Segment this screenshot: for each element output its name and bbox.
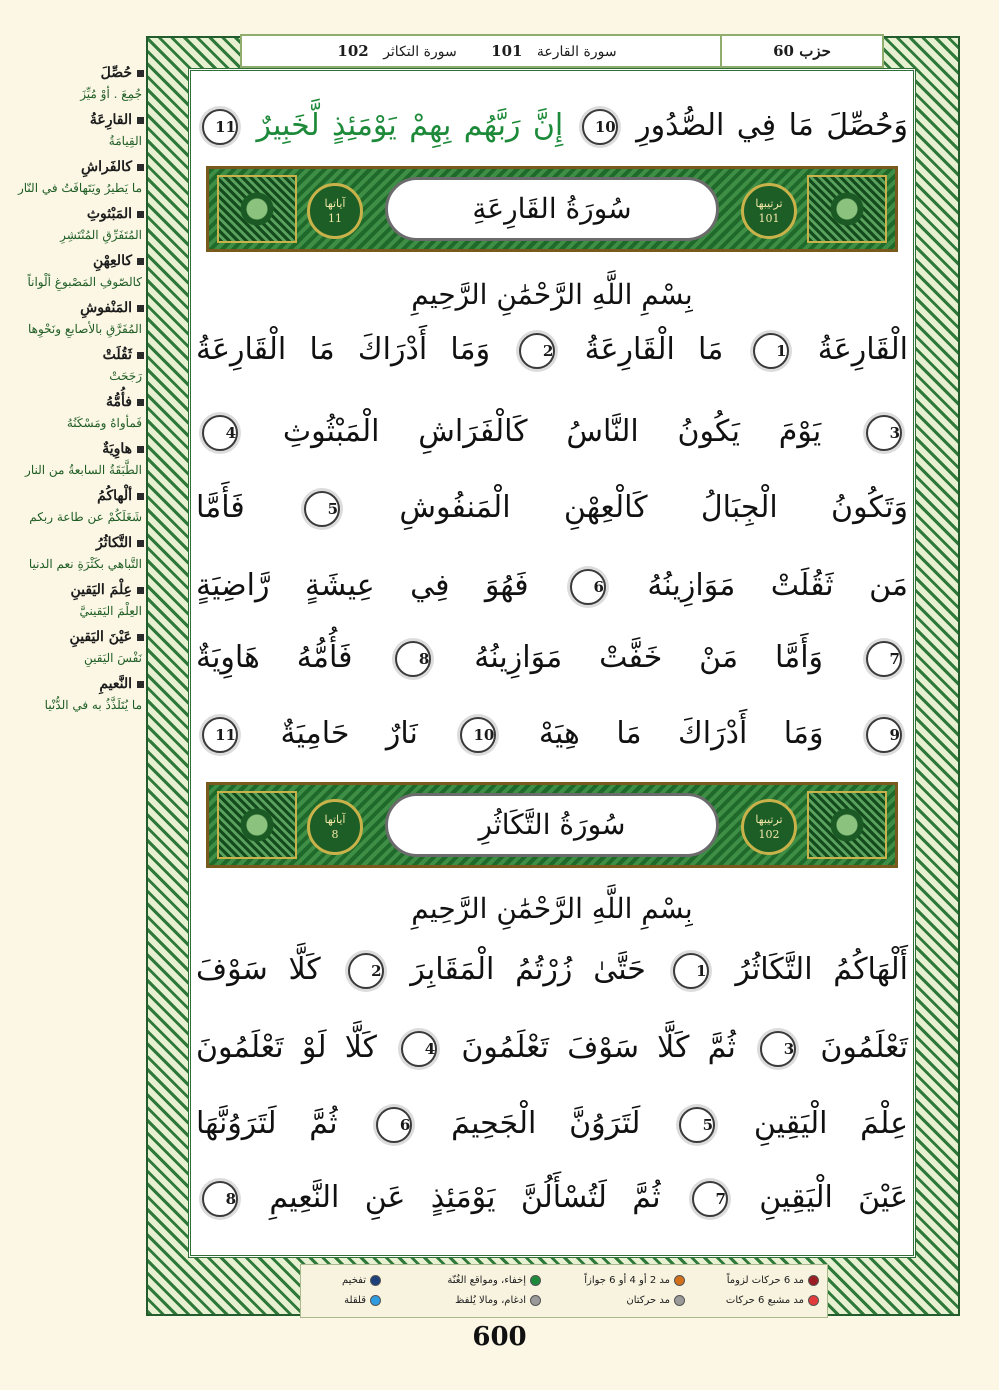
verse-text: كَلَّا سَوْفَ xyxy=(196,952,321,987)
ayah-number-marker: 6 xyxy=(376,1107,412,1143)
verse-text: ثُمَّ لَتُسْأَلُنَّ يَوْمَئِذٍ عَنِ النَّعِيمِ xyxy=(269,1180,661,1215)
ayah-number-marker: 8 xyxy=(395,641,431,677)
square-bullet-icon xyxy=(137,493,144,500)
legend-column-4 xyxy=(342,1271,381,1311)
glossary-meaning: المُفَرَّقِ بالأصابعِ ونَحْوِها xyxy=(27,322,142,336)
ayah-number-marker: 1 xyxy=(673,953,709,989)
glossary-word xyxy=(6,626,144,648)
ayah-number-marker: 2 xyxy=(348,953,384,989)
legend-item xyxy=(584,1291,685,1311)
page-header xyxy=(240,34,884,68)
legend-column-3 xyxy=(447,1271,541,1311)
ayat-label: آياتها xyxy=(324,197,346,210)
square-bullet-icon xyxy=(137,399,144,406)
verse-text: مَن ثَقُلَتْ مَوَازِينُهُ xyxy=(647,568,908,603)
glossary-meaning: الطَّبَقَةُ السابعةُ من النار xyxy=(25,463,142,477)
square-bullet-icon xyxy=(137,540,144,547)
square-bullet-icon xyxy=(137,70,144,77)
glossary-meaning: التَّباهي بكَثْرَةِ نعم الدنيا xyxy=(28,557,142,571)
light-blue-dot-icon xyxy=(370,1295,381,1306)
glossary-word xyxy=(6,391,144,413)
legend-label: مد 6 حركات لزوماً xyxy=(726,1275,804,1286)
ayah-number-marker: 6 xyxy=(570,569,606,605)
verse-text: أَلْهَاكُمُ التَّكَاثُرُ xyxy=(735,952,909,987)
order-medallion xyxy=(741,799,797,855)
verse-text: إِنَّ رَبَّهُم بِهِمْ يَوْمَئِذٍ لَّخَبِيرٌ xyxy=(256,108,564,143)
legend-label: إخفاء، ومواقع الغُنّة xyxy=(447,1275,526,1286)
square-bullet-icon xyxy=(137,211,144,218)
verse-line-11 xyxy=(196,1180,908,1217)
glossary-word-text: ألْهاكُمُ xyxy=(97,488,132,504)
glossary-entry xyxy=(6,250,144,293)
glossary-meaning: رَجَحَتْ xyxy=(109,369,142,383)
legend-label: تفخيم xyxy=(342,1275,366,1286)
glossary-meaning: ما يَطيرُ ويَتَهافَتُ في النّار xyxy=(17,181,142,195)
arabesque-ornament xyxy=(807,175,887,243)
verse-line-10 xyxy=(196,1106,908,1143)
surah-title: سُورَةُ القَارِعَةِ xyxy=(385,177,719,241)
glossary-entry xyxy=(6,344,144,387)
glossary-word xyxy=(6,438,144,460)
verse-text: حَتَّىٰ زُرْتُمُ الْمَقَابِرَ xyxy=(410,952,646,987)
verse-line-6 xyxy=(196,640,908,677)
page-number: 600 xyxy=(472,1322,527,1352)
verse-line-2 xyxy=(196,332,908,369)
glossary-word xyxy=(6,485,144,507)
ayah-number-marker: 3 xyxy=(760,1031,796,1067)
glossary-meaning: المُتَفَرِّقِ المُنْتَشِرِ xyxy=(60,228,142,242)
verse-line-8 xyxy=(196,952,908,989)
dark-red-dot-icon xyxy=(808,1275,819,1286)
square-bullet-icon xyxy=(137,305,144,312)
legend-label: مد 2 أو 4 أو 6 جوازاً xyxy=(584,1275,670,1286)
glossary-word xyxy=(6,156,144,178)
glossary-meaning: فَمأواهُ ومَسْكَنُهُ xyxy=(66,416,142,430)
verse-text: فَهُوَ فِي عِيشَةٍ رَّاضِيَةٍ xyxy=(196,568,529,603)
legend-label: مد حركتان xyxy=(626,1295,670,1306)
verse-text: عِلْمَ الْيَقِينِ xyxy=(753,1106,908,1141)
glossary-meaning: نَفْسَ اليَقينِ xyxy=(84,651,142,665)
ayah-number-marker: 11 xyxy=(202,717,238,753)
glossary-word-text: عَيْنَ اليَقينِ xyxy=(69,629,132,645)
ayah-number-marker: 7 xyxy=(866,641,902,677)
glossary-word-text: فأُمُّهُ xyxy=(106,394,132,410)
verse-text: فَأَمَّا xyxy=(196,490,245,525)
glossary-word-text: عِلْمَ اليَقينِ xyxy=(70,582,132,598)
header-surah-a-number: 101 xyxy=(491,42,523,60)
ayat-count: 8 xyxy=(331,828,339,841)
glossary-word xyxy=(6,532,144,554)
ayah-number-marker: 5 xyxy=(679,1107,715,1143)
glossary-word-text: المَنْفوشِ xyxy=(80,300,132,316)
glossary-entry xyxy=(6,391,144,434)
verse-text: وَأَمَّا مَنْ خَفَّتْ مَوَازِينُهُ xyxy=(474,640,824,675)
ayat-count: 11 xyxy=(328,212,342,225)
glossary-word-text: التَّكاثُرُ xyxy=(96,535,132,551)
legend-item xyxy=(447,1291,541,1311)
ayah-number-marker: 4 xyxy=(401,1031,437,1067)
glossary-word xyxy=(6,203,144,225)
legend-item xyxy=(726,1271,819,1291)
ayah-number-marker: 2 xyxy=(519,333,555,369)
header-surah-b-name: سورة التكاثر xyxy=(383,44,457,60)
verse-line-3 xyxy=(196,414,908,451)
verse-text: كَلَّا لَوْ تَعْلَمُونَ xyxy=(196,1030,377,1065)
verse-text: الْقَارِعَةُ xyxy=(817,332,908,367)
header-surah-names xyxy=(242,36,722,66)
glossary-word xyxy=(6,673,144,695)
glossary-word-text: القارِعَةُ xyxy=(89,112,132,128)
verse-text: نَارٌ حَامِيَةٌ xyxy=(280,716,418,751)
glossary-entry xyxy=(6,297,144,340)
glossary-word-text: هاوِيَةٌ xyxy=(102,441,132,457)
verse-text: يَوْمَ يَكُونُ النَّاسُ كَالْفَرَاشِ الْمَبْثُوثِ xyxy=(282,414,822,449)
verse-line-9 xyxy=(196,1030,908,1067)
glossary-word xyxy=(6,344,144,366)
verse-text: لَتَرَوُنَّ الْجَحِيمَ xyxy=(451,1106,641,1141)
surah-title: سُورَةُ التَّكَاثُرِ xyxy=(385,793,719,857)
red-dot-icon xyxy=(808,1295,819,1306)
order-label: ترتيبها xyxy=(755,197,783,210)
square-bullet-icon xyxy=(137,164,144,171)
ayat-label: آياتها xyxy=(324,813,346,826)
legend-column-2 xyxy=(584,1271,685,1311)
header-surah-b xyxy=(337,44,466,60)
basmala: بِسْمِ اللَّهِ الرَّحْمَٰنِ الرَّحِيمِ xyxy=(411,278,693,311)
verse-text: عَيْنَ الْيَقِينِ xyxy=(759,1180,908,1215)
glossary-word-text: كالفَراشِ xyxy=(81,159,132,175)
square-bullet-icon xyxy=(137,446,144,453)
glossary-word xyxy=(6,579,144,601)
legend-item xyxy=(342,1291,381,1311)
glossary-word-text: المَبْثوثِ xyxy=(86,206,132,222)
legend-item xyxy=(342,1271,381,1291)
ayah-number-marker: 10 xyxy=(582,109,618,145)
legend-label: ادغام، ومالا يُلفظ xyxy=(455,1295,526,1306)
ayah-number-marker: 11 xyxy=(202,109,238,145)
ayah-number-marker: 1 xyxy=(753,333,789,369)
arabesque-ornament xyxy=(217,175,297,243)
order-number: 102 xyxy=(758,828,780,841)
legend-item xyxy=(447,1271,541,1291)
hizb-label: حزب 60 xyxy=(720,36,882,66)
verse-line-4 xyxy=(196,490,908,527)
verse-line-1 xyxy=(196,108,908,145)
glossary-entry xyxy=(6,109,144,152)
dark-blue-dot-icon xyxy=(370,1275,381,1286)
legend-item xyxy=(726,1291,819,1311)
ayah-number-marker: 7 xyxy=(692,1181,728,1217)
glossary-word-text: حُصِّلَ xyxy=(100,65,132,81)
ayat-count-medallion xyxy=(307,799,363,855)
verse-line-5 xyxy=(196,568,908,605)
ayah-number-marker: 4 xyxy=(202,415,238,451)
glossary-word xyxy=(6,250,144,272)
glossary-entry xyxy=(6,673,144,716)
verse-text: وَحُصِّلَ مَا فِي الصُّدُورِ xyxy=(636,108,908,143)
ayat-count-medallion xyxy=(307,183,363,239)
square-bullet-icon xyxy=(137,587,144,594)
square-bullet-icon xyxy=(137,681,144,688)
ayah-number-marker: 10 xyxy=(460,717,496,753)
gray-dot-icon xyxy=(674,1295,685,1306)
ayah-number-marker: 8 xyxy=(202,1181,238,1217)
glossary-meaning: كالصّوفِ المَصْبوغِ ألْواناً xyxy=(27,275,142,289)
glossary-entry xyxy=(6,579,144,622)
arabesque-ornament xyxy=(217,791,297,859)
glossary-word-text: النَّعيمِ xyxy=(99,676,132,692)
legend-label: مد مشبع 6 حركات xyxy=(725,1295,804,1306)
glossary-entry xyxy=(6,532,144,575)
glossary-word xyxy=(6,109,144,131)
order-number: 101 xyxy=(758,212,780,225)
glossary-entry xyxy=(6,203,144,246)
glossary-entry xyxy=(6,626,144,669)
square-bullet-icon xyxy=(137,352,144,359)
order-label: ترتيبها xyxy=(755,813,783,826)
legend-label: قلقلة xyxy=(344,1295,366,1306)
glossary-word-text: ثَقُلَتْ xyxy=(102,347,132,363)
header-surah-a-name: سورة القارعة xyxy=(536,44,617,60)
legend-item xyxy=(584,1271,685,1291)
basmala: بِسْمِ اللَّهِ الرَّحْمَٰنِ الرَّحِيمِ xyxy=(411,892,693,925)
verse-text: وَمَا أَدْرَاكَ مَا الْقَارِعَةُ xyxy=(196,332,491,367)
glossary-meaning: العِلْمَ اليَقينيَّ xyxy=(79,604,142,618)
glossary-entry xyxy=(6,485,144,528)
margin-glossary xyxy=(6,62,144,720)
green-dot-icon xyxy=(530,1275,541,1286)
glossary-entry xyxy=(6,438,144,481)
glossary-word xyxy=(6,297,144,319)
verse-text: مَا الْقَارِعَةُ xyxy=(584,332,724,367)
glossary-meaning: جُمِعَ . أوْ مُيِّزَ xyxy=(80,87,142,101)
verse-line-7 xyxy=(196,716,908,753)
square-bullet-icon xyxy=(137,258,144,265)
glossary-meaning: ما يُتَلَذَّذُ به في الدُّنْيا xyxy=(44,698,142,712)
header-surah-a xyxy=(491,44,626,60)
arabesque-ornament xyxy=(807,791,887,859)
square-bullet-icon xyxy=(137,117,144,124)
ayah-number-marker: 5 xyxy=(304,491,340,527)
glossary-entry xyxy=(6,156,144,199)
verse-text: ثُمَّ كَلَّا سَوْفَ تَعْلَمُونَ xyxy=(461,1030,736,1065)
orange-dot-icon xyxy=(674,1275,685,1286)
verse-text: تَعْلَمُونَ xyxy=(820,1030,909,1065)
order-medallion xyxy=(741,183,797,239)
gray-dot-icon xyxy=(530,1295,541,1306)
glossary-entry xyxy=(6,62,144,105)
ayah-number-marker: 3 xyxy=(866,415,902,451)
verse-text: وَمَا أَدْرَاكَ مَا هِيَهْ xyxy=(538,716,824,751)
verse-text: فَأُمُّهُ هَاوِيَةٌ xyxy=(196,640,353,675)
header-surah-b-number: 102 xyxy=(337,42,369,60)
legend-column-1 xyxy=(726,1271,819,1311)
ayah-number-marker: 9 xyxy=(866,717,902,753)
glossary-meaning: القِيامَةُ xyxy=(108,134,142,148)
surah-title-banner-qaria xyxy=(206,166,898,252)
tajweed-legend xyxy=(300,1264,828,1318)
glossary-word-text: كالعِهْنِ xyxy=(92,253,132,269)
verse-text: ثُمَّ لَتَرَوُنَّهَا xyxy=(196,1106,338,1141)
surah-title-banner-takathur xyxy=(206,782,898,868)
verse-text: وَتَكُونُ الْجِبَالُ كَالْعِهْنِ الْمَنفُوشِ xyxy=(399,490,908,525)
glossary-word xyxy=(6,62,144,84)
glossary-meaning: شَغَلَكُمْ عن طاعة ربكم xyxy=(29,510,142,524)
square-bullet-icon xyxy=(137,634,144,641)
